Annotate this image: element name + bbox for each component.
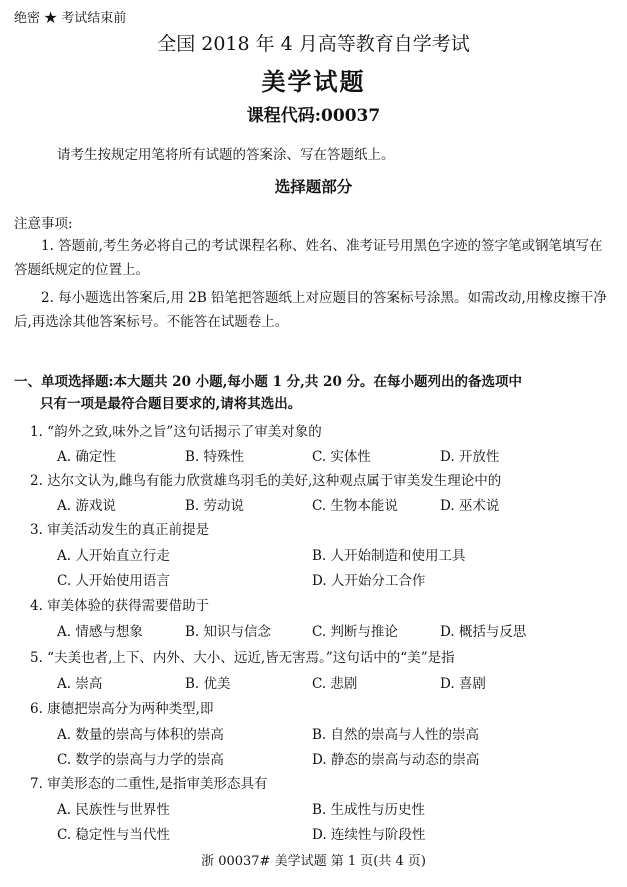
option: D. 人开始分工合作 bbox=[312, 573, 426, 589]
option: A. 人开始直立行走 bbox=[57, 548, 170, 564]
option: D. 概括与反思 bbox=[440, 624, 527, 640]
option: C. 生物本能说 bbox=[312, 498, 398, 514]
question-stem: 5. “夫美也者,上下、内外、大小、远近,皆无害焉。”这句话中的“美”是指 bbox=[30, 650, 455, 666]
option: C. 数学的崇高与力学的崇高 bbox=[57, 752, 224, 768]
option: B. 生成性与历史性 bbox=[312, 802, 426, 818]
course-code: 课程代码:00037 bbox=[246, 106, 381, 126]
option: A. 崇高 bbox=[57, 676, 103, 692]
option: A. 确定性 bbox=[57, 449, 116, 465]
option: B. 人开始制造和使用工具 bbox=[312, 548, 466, 564]
question-stem: 2. 达尔文认为,雌鸟有能力欣赏雄鸟羽毛的美好,这种观点属于审美发生理论中的 bbox=[30, 473, 502, 489]
option: B. 劳动说 bbox=[185, 498, 245, 514]
section-heading-line: 一、单项选择题:本大题共 20 小题,每小题 1 分,共 20 分。在每小题列出的备选项中 bbox=[14, 374, 523, 390]
note-item: 1. 答题前,考生务必将自己的考试课程名称、姓名、准考证号用黑色字迹的签字笔或钢笔填写在答题纸规定的位置上。 bbox=[14, 238, 603, 278]
option: C. 悲剧 bbox=[312, 676, 358, 692]
option: D. 连续性与阶段性 bbox=[312, 827, 426, 843]
option: C. 判断与推论 bbox=[312, 624, 398, 640]
question-stem: 7. 审美形态的二重性,是指审美形态具有 bbox=[30, 776, 268, 792]
option: B. 特殊性 bbox=[185, 449, 245, 465]
option: B. 优美 bbox=[185, 676, 231, 692]
option: A. 数量的崇高与体积的崇高 bbox=[57, 727, 224, 743]
subject-title: 美学试题 bbox=[261, 67, 366, 96]
confidential-label: 绝密 ★ 考试结束前 bbox=[14, 11, 127, 26]
note-item: 2. 每小题选出答案后,用 2B 铅笔把答题纸上对应题目的答案标号涂黑。如需改动,用橡皮擦干净后,再选涂其他答案标号。不能答在试题卷上。 bbox=[14, 290, 607, 330]
question-stem: 3. 审美活动发生的真正前提是 bbox=[30, 522, 210, 538]
option: D. 喜剧 bbox=[440, 676, 486, 692]
question-stem: 4. 审美体验的获得需要借助于 bbox=[30, 598, 210, 614]
general-instruction: 请考生按规定用笔将所有试题的答案涂、写在答题纸上。 bbox=[57, 147, 395, 163]
section-heading bbox=[14, 371, 614, 415]
option: C. 稳定性与当代性 bbox=[57, 827, 170, 843]
option: D. 巫术说 bbox=[440, 498, 500, 514]
notes-title: 注意事项: bbox=[14, 216, 73, 232]
exam-title: 全国 2018 年 4 月高等教育自学考试 bbox=[157, 33, 470, 55]
option: A. 情感与想象 bbox=[57, 624, 143, 640]
option: A. 游戏说 bbox=[57, 498, 116, 514]
option: D. 开放性 bbox=[440, 449, 500, 465]
question-stem: 1. “韵外之致,味外之旨”这句话揭示了审美对象的 bbox=[30, 424, 322, 440]
option: C. 人开始使用语言 bbox=[57, 573, 170, 589]
question-stem: 6. 康德把崇高分为两种类型,即 bbox=[30, 701, 214, 717]
option: A. 民族性与世界性 bbox=[57, 802, 170, 818]
option: B. 自然的崇高与人性的崇高 bbox=[312, 727, 480, 743]
part-title: 选择题部分 bbox=[274, 177, 353, 196]
section-heading-line: 只有一项是最符合题目要求的,请将其选出。 bbox=[40, 396, 302, 412]
option: D. 静态的崇高与动态的崇高 bbox=[312, 752, 480, 768]
option: B. 知识与信念 bbox=[185, 624, 272, 640]
option: C. 实体性 bbox=[312, 449, 371, 465]
page-footer: 浙 00037# 美学试题 第 1 页(共 4 页) bbox=[201, 854, 426, 869]
